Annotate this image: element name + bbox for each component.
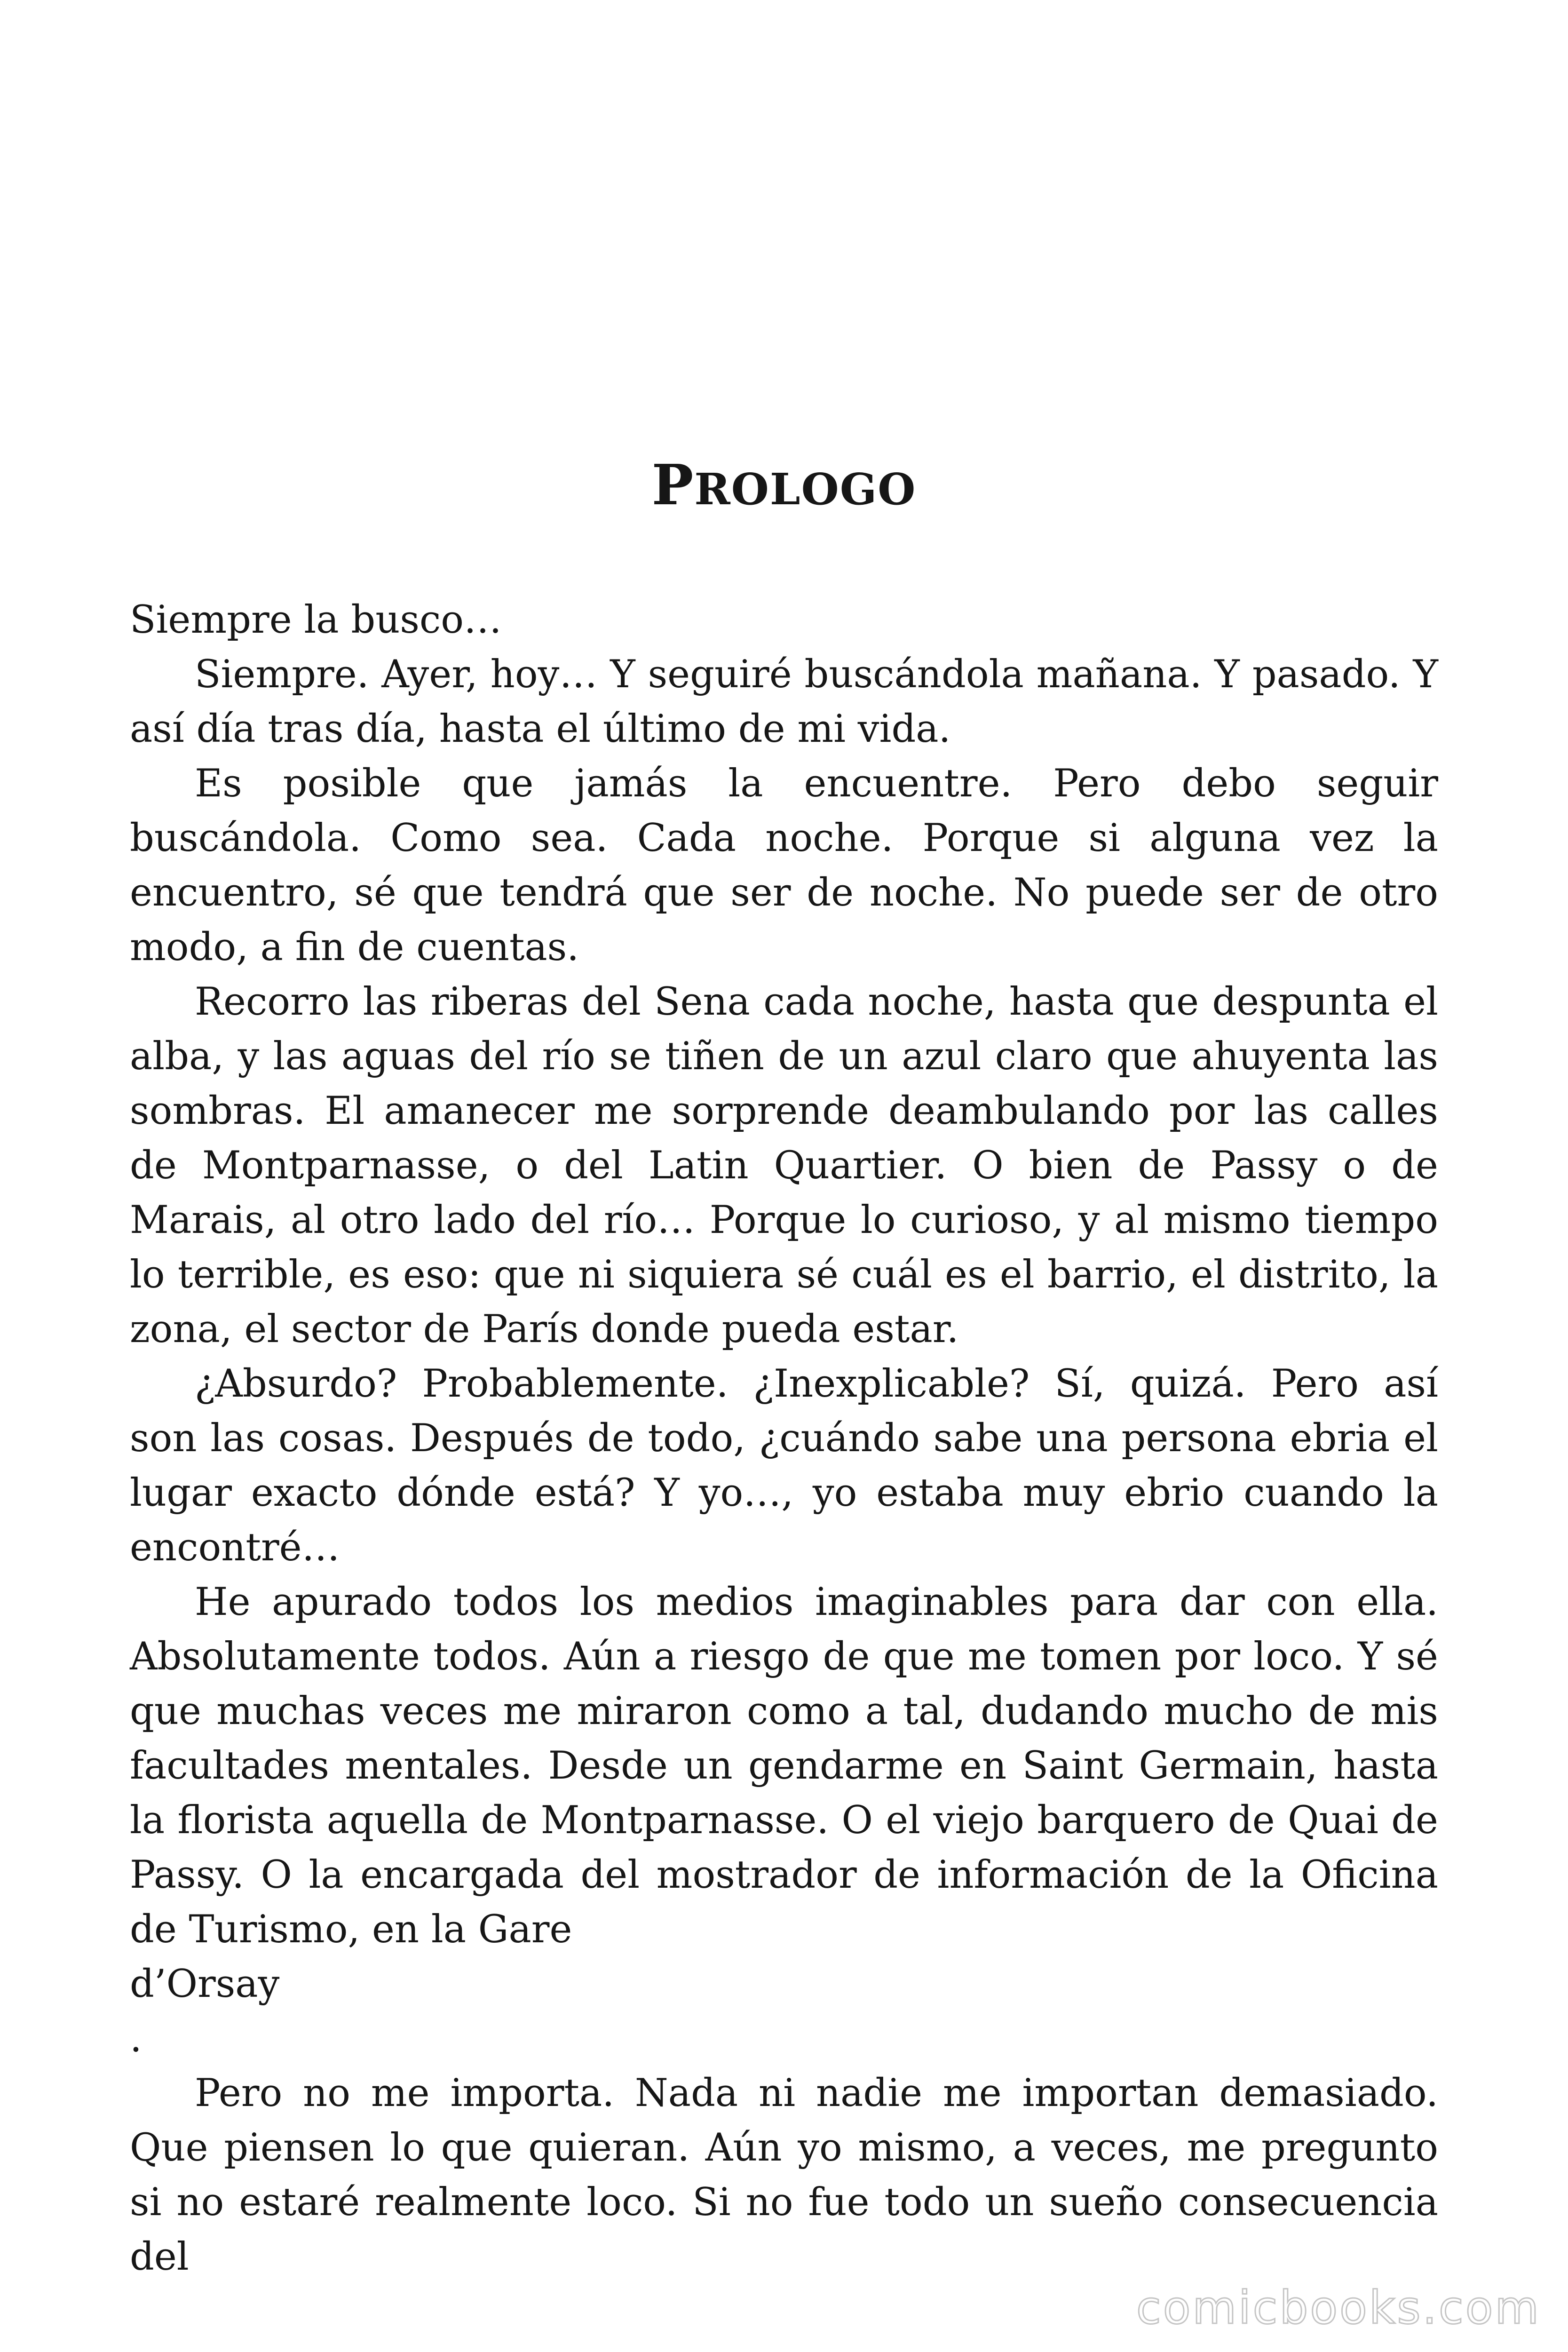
chapter-body: [130, 593, 1438, 2284]
paragraph: Pero no me importa. Nada ni nadie me importan demasiado. Que piensen lo que quieran. Aún yo mismo, a veces, me pregunto si no estaré realmente loco. Si no fue todo un sueño consecuencia del: [130, 2071, 1438, 2279]
paragraph: Siempre la busco…: [130, 598, 502, 642]
chapter-title-initial: P: [651, 452, 695, 517]
paragraph: He apurado todos los medios imaginables para dar con ella. Absolutamente todos. Aún a riesgo de que me tomen por loco. Y sé que muchas veces me miraron como a tal, dudando mucho de mis facultades mentales. Desde un gendarme en Saint Germain, hasta la florista aquella de Montparnasse. O el viejo barquero de Quai de Passy. O la encargada del mostrador de información de la Oficina de Turismo, en la Gare: [130, 1580, 1438, 1952]
chapter-title-rest: ROLOGO: [694, 464, 917, 515]
paragraph: Recorro las riberas del Sena cada noche, hasta que despunta el alba, y las aguas del río se tiñen de un azul claro que ahuyenta las sombras. El amanecer me sorprende deambulando por las calles de Montparnasse, o del Latin Quartier. O bien de Passy o de Marais, al otro lado del río… Porque lo curioso, y al mismo tiempo lo terrible, es eso: que ni siquiera sé cuál es el barrio, el distrito, la zona, el sector de París donde pueda estar.: [130, 980, 1438, 1351]
paragraph: Es posible que jamás la encuentre. Pero debo seguir buscándola. Como sea. Cada noche. Porque si alguna vez la encuentro, sé que tendrá que ser de noche. No puede ser de otro modo, a fin de cuentas.: [130, 762, 1438, 969]
paragraph: .: [130, 2017, 142, 2061]
watermark-logo: comicbooks.com: [1136, 2281, 1541, 2334]
paragraph: ¿Absurdo? Probablemente. ¿Inexplicable? Sí, quizá. Pero así son las cosas. Después de todo, ¿cuándo sabe una persona ebria el lugar exacto dónde está? Y yo…, yo estaba muy ebrio cuando la encontré…: [130, 1362, 1438, 1570]
paragraph: d’Orsay: [130, 1962, 280, 2006]
chapter-title: [0, 452, 1568, 518]
paragraph: Siempre. Ayer, hoy… Y seguiré buscándola mañana. Y pasado. Y así día tras día, hasta el último de mi vida.: [130, 652, 1438, 751]
